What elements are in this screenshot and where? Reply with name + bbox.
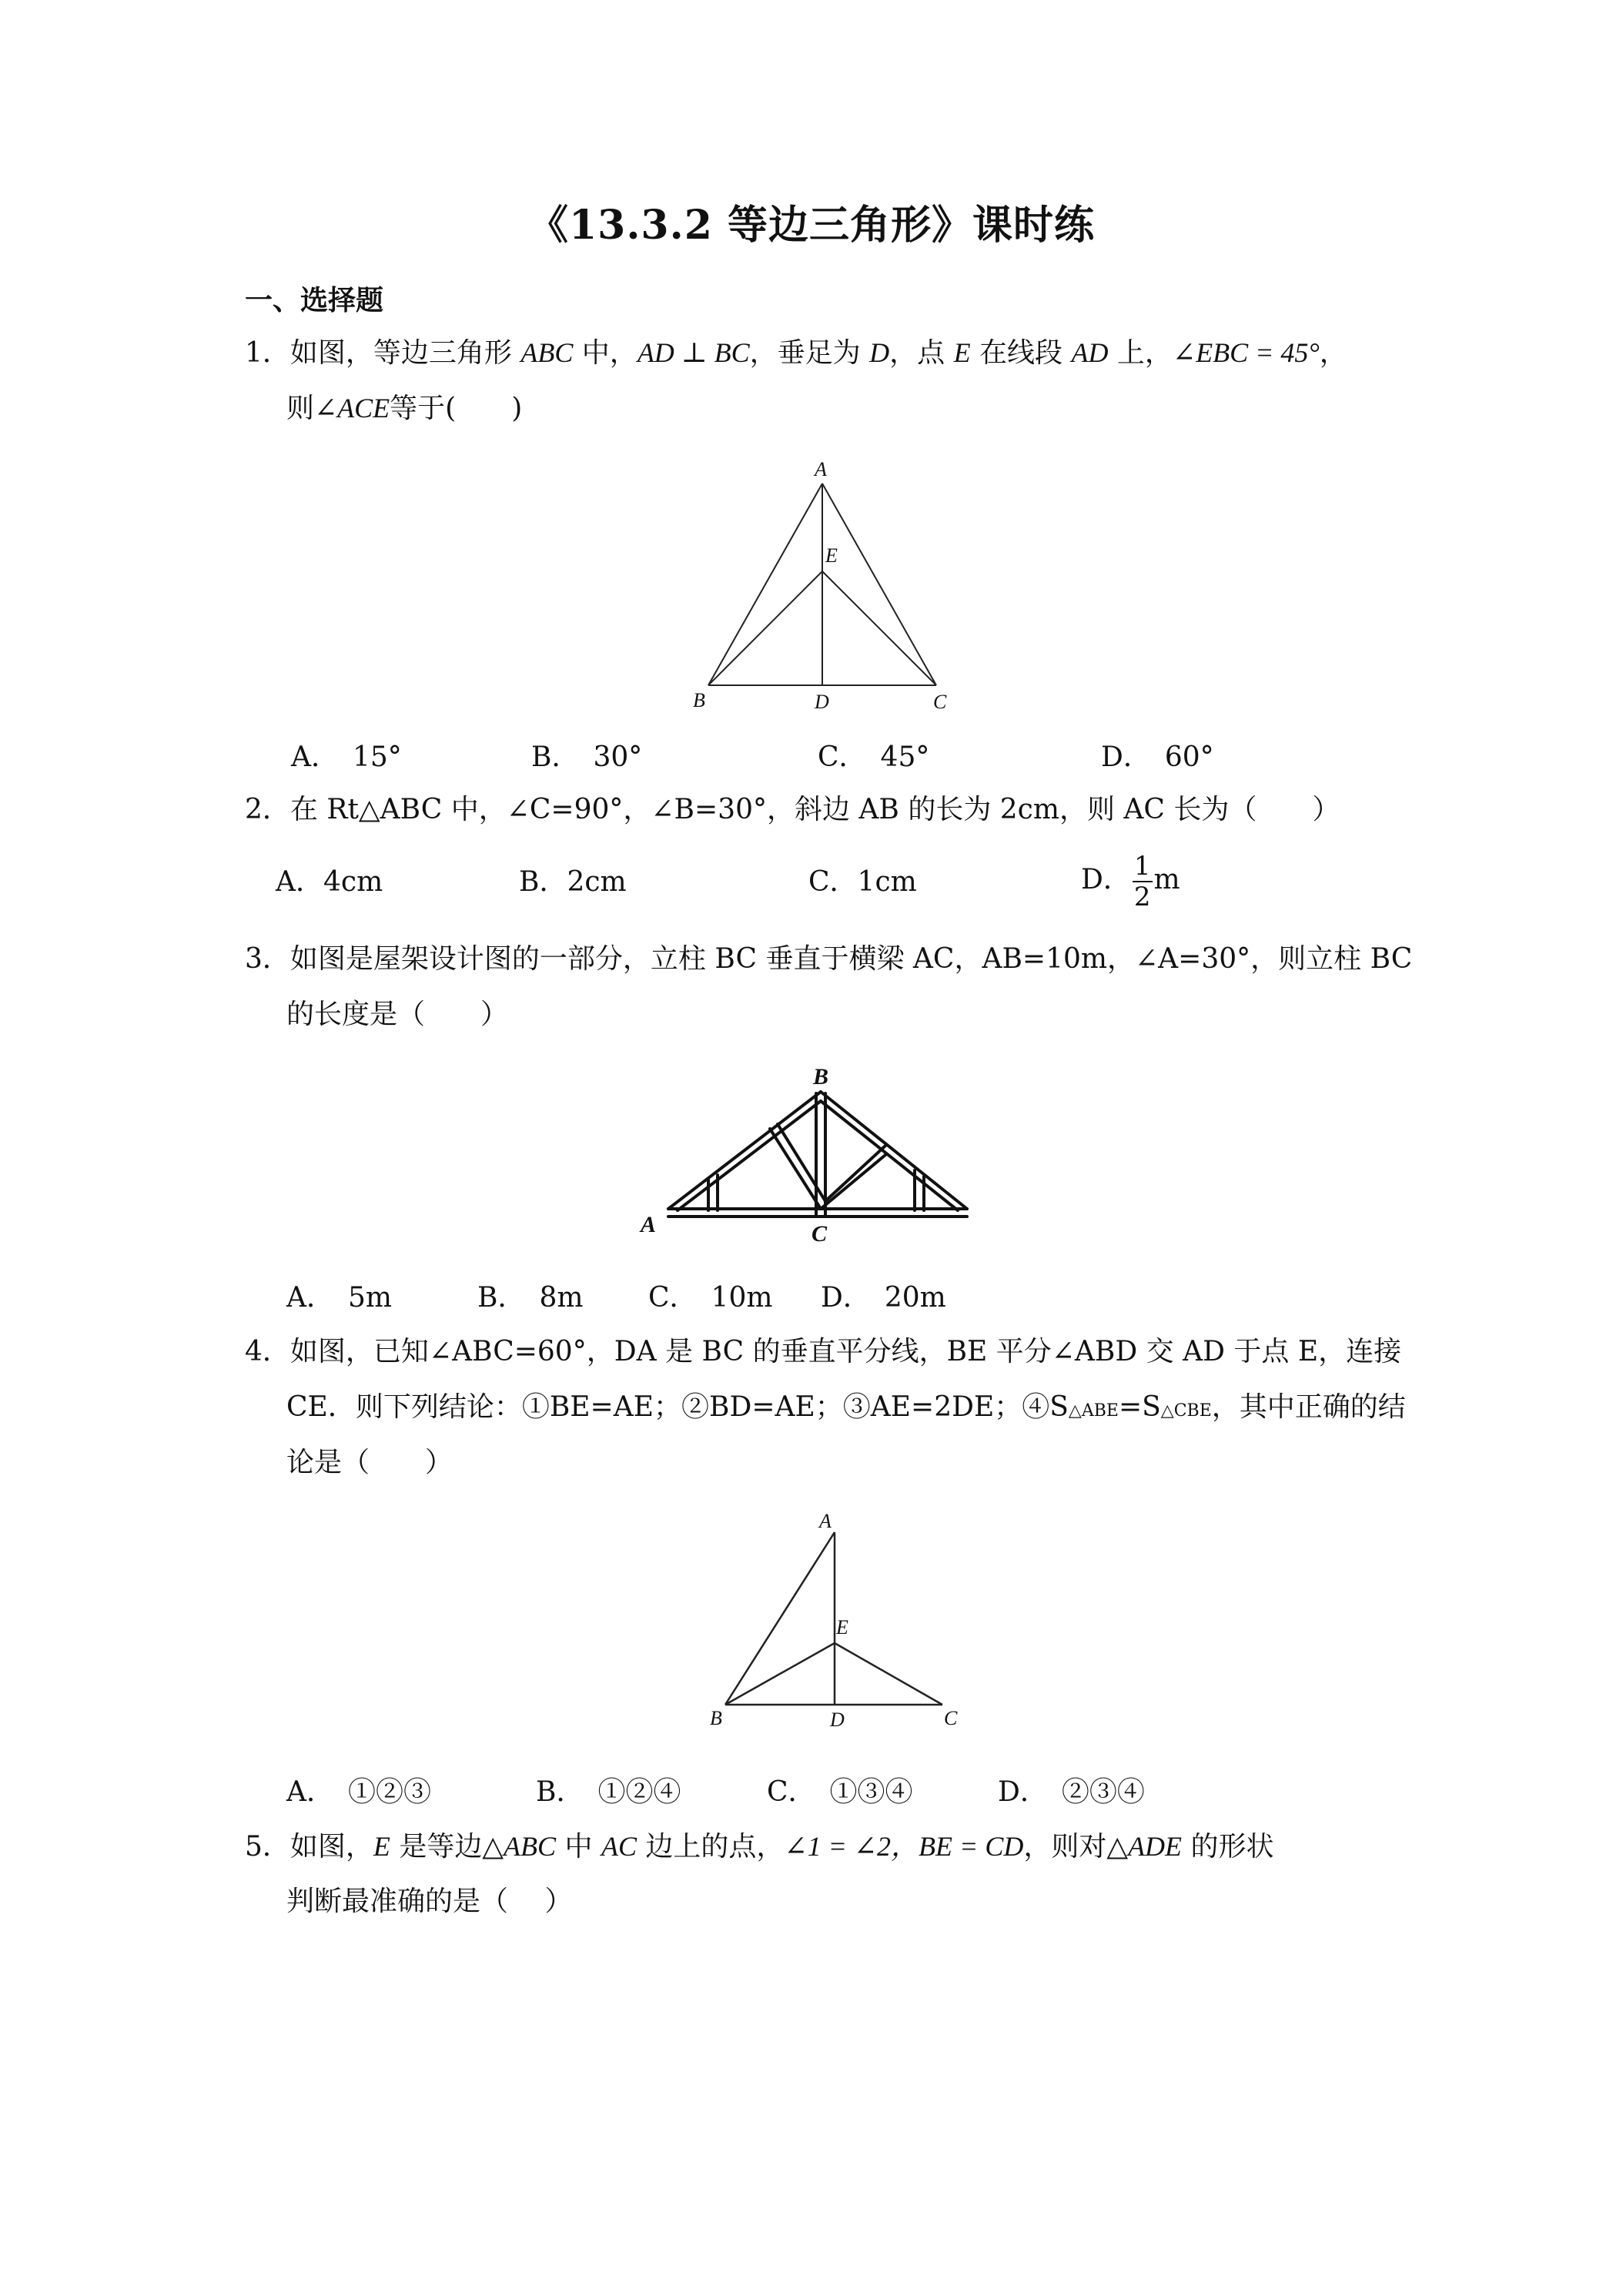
q1-math-ad: AD	[1071, 337, 1109, 368]
q3-rafter-right-inner	[821, 1101, 958, 1210]
q3-brace-right	[821, 1155, 885, 1209]
q4-side-ab	[725, 1532, 835, 1705]
q1-text: ，点	[889, 337, 954, 369]
q4-subscript-abe: △ABE	[1068, 1401, 1119, 1421]
q3-brace-left-b	[778, 1124, 825, 1201]
q2-option-d-prefix: D．	[1081, 864, 1131, 895]
q4-text: =S	[1118, 1391, 1161, 1423]
q1-text: 在线段	[970, 337, 1072, 369]
q3-option-a[interactable]: A． 5m	[286, 1282, 393, 1314]
q3-truss-figure	[624, 1063, 978, 1247]
q1-math-perp: AD ⊥ BC	[637, 337, 750, 368]
q1-label-d: D	[815, 691, 829, 713]
q4-subscript-cbe: △CBE	[1160, 1401, 1212, 1421]
q5-math-be-cd: BE = CD	[919, 1831, 1024, 1862]
q3-rafter-left-inner	[678, 1101, 821, 1210]
q5-text: 如图，	[289, 1831, 373, 1863]
q2-option-d[interactable]	[1081, 853, 1180, 910]
q1-option-b[interactable]: B． 30°	[531, 741, 643, 773]
q2-fraction-numerator: 1	[1133, 851, 1151, 882]
q5-math-e: E	[373, 1831, 390, 1862]
q4-line-1: 4．如图，已知∠ABC=60°，DA 是 BC 的垂直平分线，BE 平分∠ABD 交 AD 于点 E，连接	[245, 1336, 1402, 1367]
q1-text: ，垂足为	[749, 337, 870, 369]
q2-option-a[interactable]: A．4cm	[276, 866, 383, 898]
q3-brace-left	[770, 1129, 821, 1209]
q1-label-a: A	[815, 458, 827, 480]
q1-math-angle-ebc: ∠EBC = 45°	[1172, 337, 1320, 368]
q2-line-1: 2．在 Rt△ABC 中，∠C=90°，∠B=30°，斜边 AB 的长为 2cm，则 AC 长为（ ）	[245, 794, 1340, 825]
q1-text: 则	[286, 393, 315, 424]
q4-segment-be	[725, 1643, 835, 1705]
q3-line-2: 的长度是（ ）	[286, 999, 509, 1030]
q5-text: 边上的点，	[636, 1831, 785, 1863]
q3-option-d[interactable]: D． 20m	[821, 1282, 946, 1314]
q1-text: 上，	[1108, 337, 1173, 369]
q1-text: ，	[1319, 337, 1347, 369]
q4-label-b: B	[710, 1707, 722, 1729]
q4-label-a: A	[819, 1510, 832, 1532]
q3-line-1: 3．如图是屋架设计图的一部分，立柱 BC 垂直于横梁 AC，AB=10m，∠A=30°，则立柱 BC	[245, 943, 1413, 975]
q1-math-d: D	[869, 337, 890, 368]
q1-option-a[interactable]: A． 15°	[291, 741, 402, 773]
q2-option-d-unit: m	[1153, 864, 1180, 895]
q5-text: 是等边	[390, 1831, 483, 1863]
q5-line-1	[245, 1832, 1273, 1861]
q1-side-ab	[708, 484, 822, 685]
q1-text: 中，	[573, 337, 637, 369]
q3-option-b[interactable]: B． 8m	[477, 1282, 584, 1314]
q1-label-c: C	[933, 691, 947, 713]
q1-label-e: E	[825, 544, 838, 567]
q1-line-1	[245, 339, 1347, 367]
q5-line-2: 判断最准确的是（ ）	[286, 1886, 573, 1917]
q1-line-2	[286, 394, 522, 423]
q2-fraction-denominator: 2	[1133, 882, 1151, 912]
q1-segment-be	[708, 571, 822, 685]
q4-line-3: 论是（ ）	[286, 1447, 453, 1478]
q5-text: ，则对	[1023, 1831, 1107, 1863]
q1-math-e: E	[953, 337, 971, 368]
q3-label-b: B	[813, 1064, 829, 1089]
q1-figure	[678, 454, 955, 716]
q2-option-d-fraction	[1133, 853, 1153, 910]
q1-option-c[interactable]: C． 45°	[818, 741, 930, 773]
q1-text: 等于( )	[390, 393, 523, 424]
q3-option-c[interactable]: C． 10m	[648, 1282, 773, 1314]
section-heading: 一、选择题	[245, 284, 384, 316]
q1-math-angle-ace: ∠ACE	[314, 393, 390, 423]
q3-label-c: C	[812, 1221, 828, 1247]
q4-text: CE．则下列结论：①BE=AE；②BD=AE；③AE=2DE；④S	[286, 1391, 1069, 1423]
q4-figure	[693, 1501, 970, 1732]
q5-text: 的形状	[1182, 1831, 1274, 1863]
q5-math-ac: AC	[601, 1831, 637, 1862]
q4-line-2	[286, 1391, 1406, 1423]
page-title: 《13.3.2 等边三角形》课时练	[527, 202, 1096, 249]
q5-text: 中	[556, 1831, 601, 1863]
q5-math-angles: ∠1 = ∠2，	[784, 1831, 919, 1862]
q3-rafter-left	[668, 1092, 821, 1209]
q5-math-ade: △ADE	[1106, 1831, 1183, 1862]
q4-label-e: E	[836, 1616, 848, 1638]
q1-math-abc: ABC	[520, 337, 574, 368]
q4-option-b[interactable]: B． ①②④	[536, 1776, 681, 1808]
q1-segment-ce	[822, 571, 936, 685]
q1-option-d[interactable]: D． 60°	[1101, 741, 1214, 773]
q5-number: 5．	[245, 1831, 290, 1863]
q4-text: ，其中正确的结	[1211, 1391, 1406, 1423]
q4-label-d: D	[830, 1709, 845, 1731]
q4-option-c[interactable]: C． ①③④	[767, 1776, 913, 1808]
q4-option-a[interactable]: A． ①②③	[286, 1776, 431, 1808]
q3-brace-right-b	[825, 1146, 885, 1201]
q1-label-b: B	[693, 689, 705, 711]
q2-option-b[interactable]: B．2cm	[519, 866, 627, 898]
q5-math-abc: △ABC	[482, 1831, 557, 1862]
q2-option-c[interactable]: C．1cm	[808, 866, 917, 898]
q1-text: 如图，等边三角形	[289, 337, 521, 369]
q4-segment-ce	[835, 1643, 942, 1705]
q3-label-a: A	[641, 1212, 657, 1237]
q4-label-c: C	[944, 1707, 958, 1729]
q1-number: 1．	[245, 337, 290, 369]
q4-option-d[interactable]: D． ②③④	[998, 1776, 1145, 1808]
q1-side-ac	[822, 484, 936, 685]
